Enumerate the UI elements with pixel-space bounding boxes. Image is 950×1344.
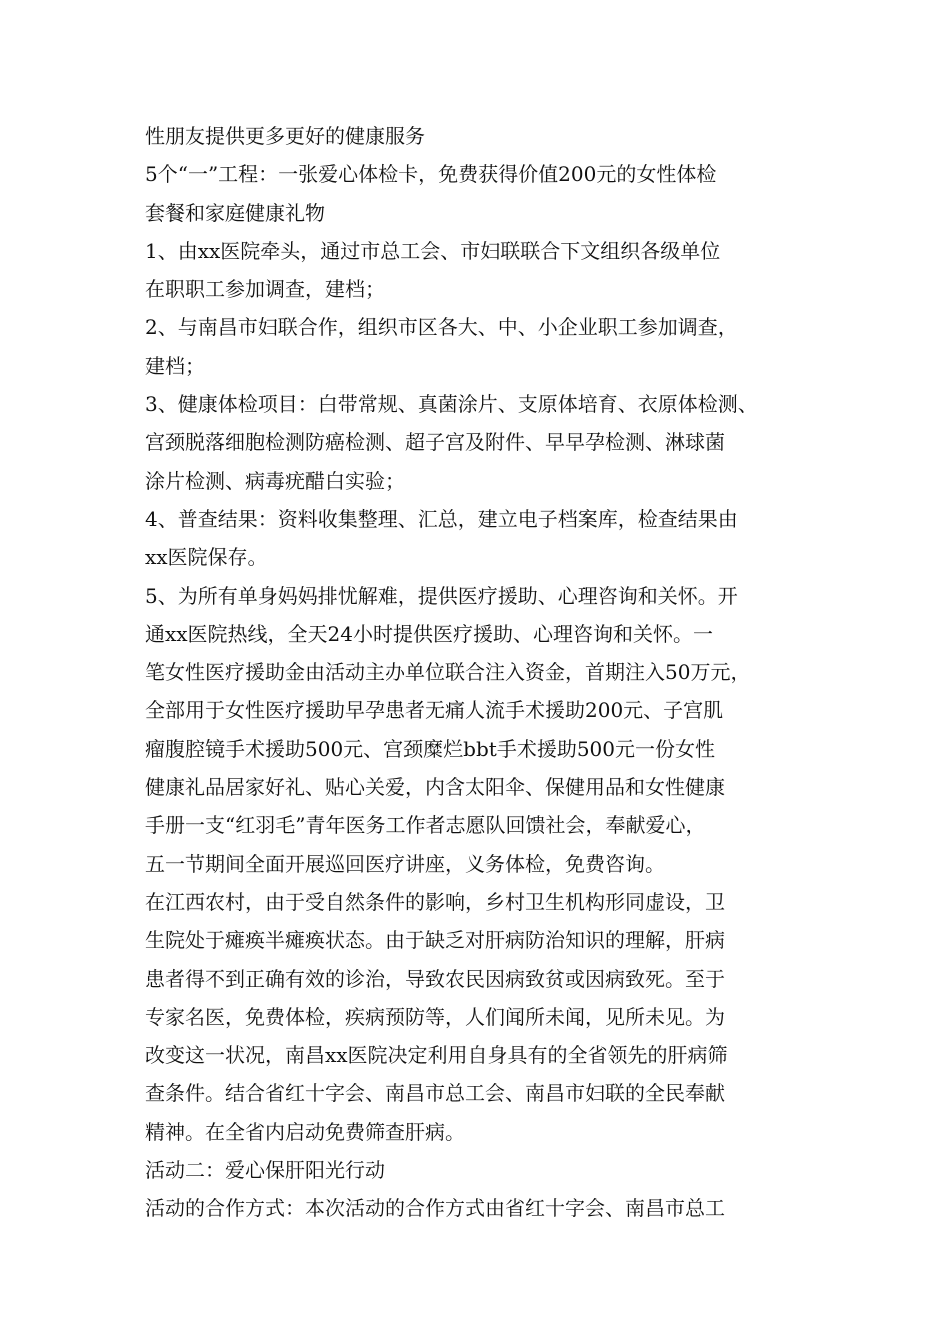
text-line: 性朋友提供更多更好的健康服务 [145, 124, 425, 148]
text-line: 3、健康体检项目：白带常规、真菌涂片、支原体培育、衣原体检测、 [145, 392, 758, 417]
text-line: 套餐和家庭健康礼物 [145, 200, 325, 225]
text-line: 瘤腹腔镜手术援助500元、宫颈糜烂bbt手术援助500元一份女性 [145, 736, 715, 761]
text-line: 在职职工参加调查，建档； [145, 277, 385, 302]
text-line: 5个“一”工程：一张爱心体检卡，免费获得价值200元的女性体检 [145, 162, 717, 187]
text-line: xx医院保存。 [145, 545, 268, 570]
document-body [145, 117, 835, 1228]
text-line: 4、普查结果：资料收集整理、汇总，建立电子档案库，检查结果由 [145, 506, 738, 531]
text-line: 手册一支“红羽毛”青年医务工作者志愿队回馈社会，奉献爱心， [145, 813, 706, 838]
text-line: 通xx医院热线，全天24小时提供医疗援助、心理咨询和关怀。一 [145, 621, 714, 646]
text-line: 精神。在全省内启动免费筛查肝病。 [145, 1119, 465, 1144]
section-heading: 活动二：爱心保肝阳光行动 [145, 1158, 385, 1183]
text-line: 涂片检测、病毒疣醋白实验； [145, 468, 405, 493]
text-line: 活动的合作方式：本次活动的合作方式由省红十字会、南昌市总工 [145, 1196, 725, 1221]
text-line: 健康礼品居家好礼、贴心关爱，内含太阳伞、保健用品和女性健康 [145, 775, 725, 800]
text-line: 在江西农村，由于受自然条件的影响，乡村卫生机构形同虚设，卫 [145, 889, 725, 914]
text-line: 宫颈脱落细胞检测防癌检测、超子宫及附件、早早孕检测、淋球菌 [145, 430, 725, 455]
text-line: 全部用于女性医疗援助早孕患者无痛人流手术援助200元、子宫肌 [145, 698, 724, 723]
text-line: 1、由xx医院牵头，通过市总工会、市妇联联合下文组织各级单位 [145, 238, 721, 263]
text-line: 专家名医，免费体检，疾病预防等，人们闻所未闻，见所未见。为 [145, 1004, 725, 1029]
text-line: 患者得不到正确有效的诊治，导致农民因病致贫或因病致死。至于 [145, 966, 725, 991]
text-line: 五一节期间全面开展巡回医疗讲座，义务体检，免费咨询。 [145, 851, 665, 876]
text-line: 5、为所有单身妈妈排忧解难，提供医疗援助、心理咨询和关怀。开 [145, 583, 738, 608]
text-line: 生院处于瘫痪半瘫痪状态。由于缺乏对肝病防治知识的理解，肝病 [145, 928, 725, 953]
text-line: 建档； [145, 353, 205, 378]
text-line: 改变这一状况，南昌xx医院决定利用自身具有的全省领先的肝病筛 [145, 1043, 728, 1068]
text-line: 2、与南昌市妇联合作，组织市区各大、中、小企业职工参加调查， [145, 315, 738, 340]
text-line: 笔女性医疗援助金由活动主办单位联合注入资金，首期注入50万元， [145, 660, 751, 685]
text-line: 查条件。结合省红十字会、南昌市总工会、南昌市妇联的全民奉献 [145, 1081, 725, 1106]
